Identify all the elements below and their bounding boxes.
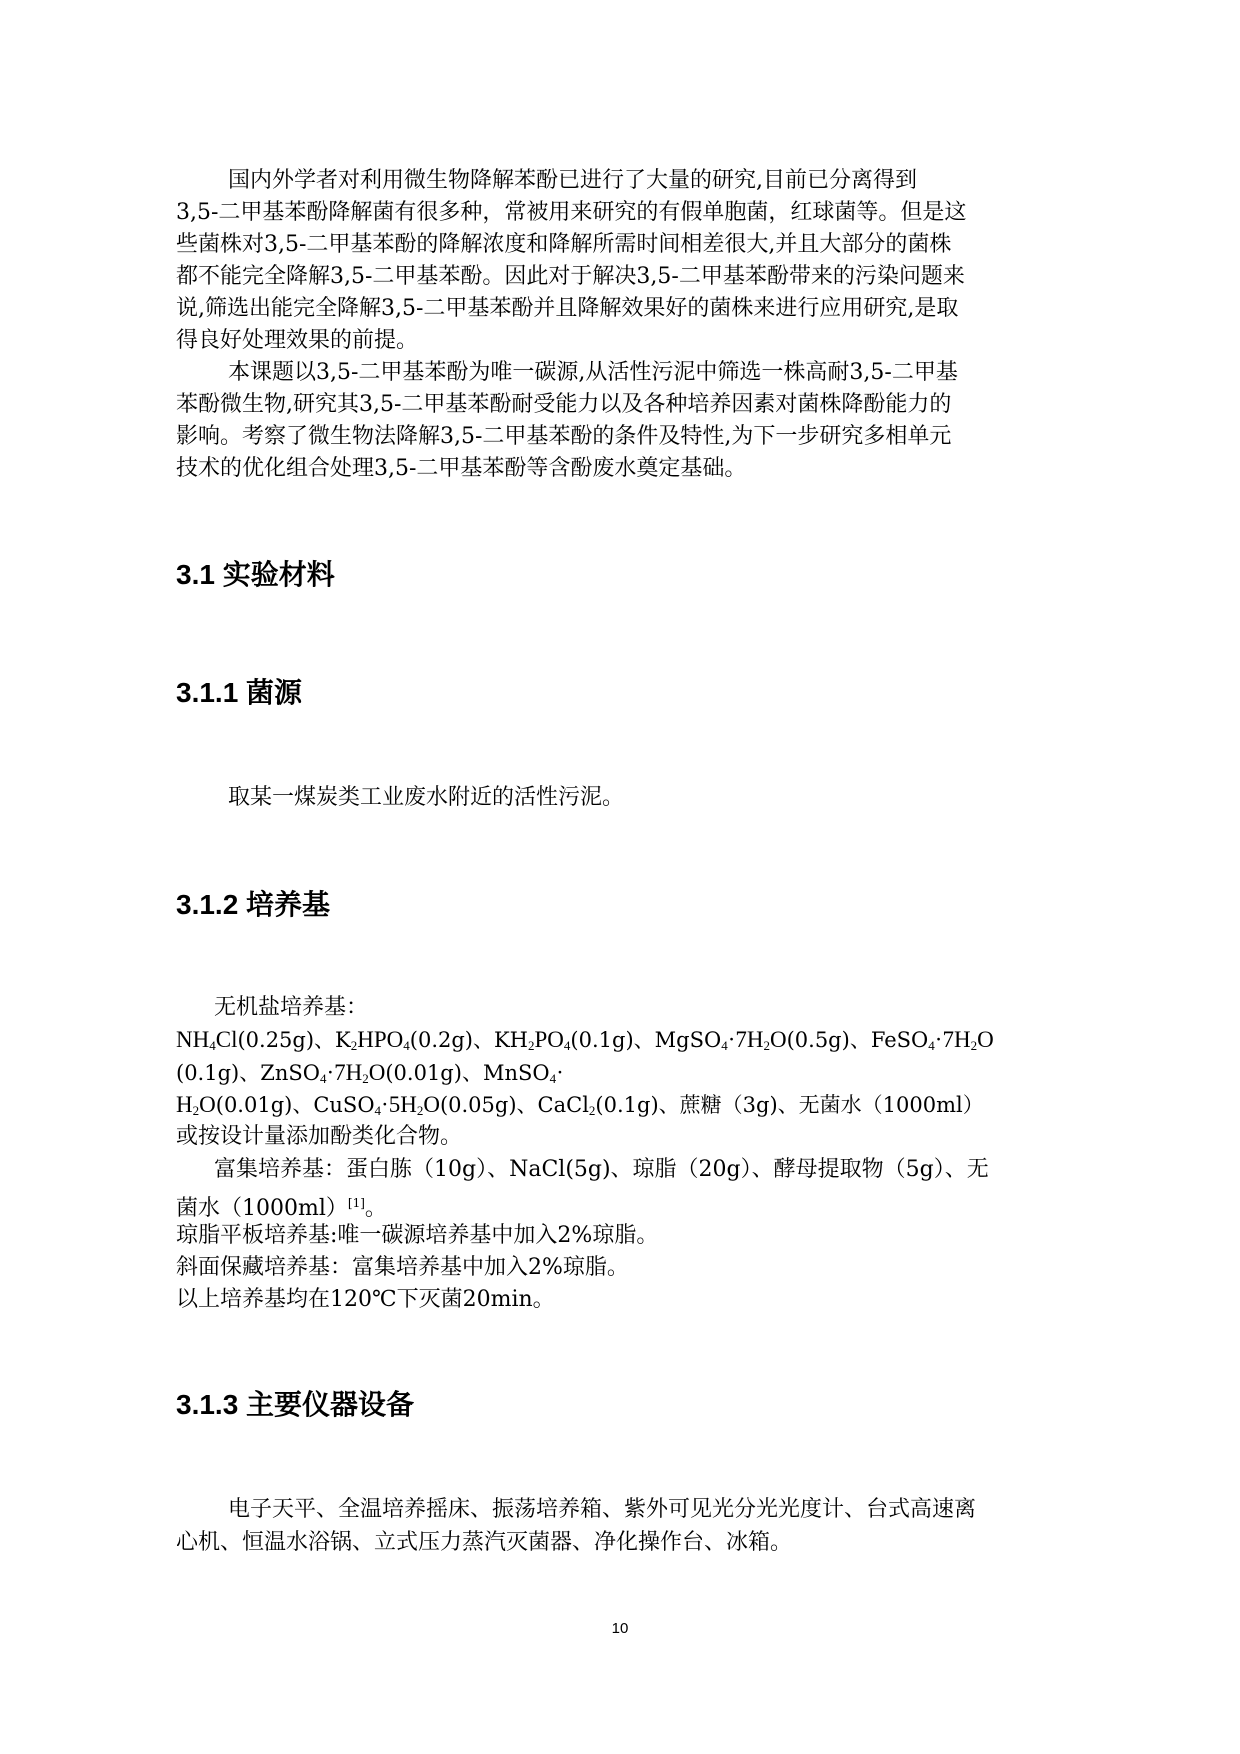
formula-text: (0.01g)、CuSO — [215, 1093, 375, 1117]
subscript: 4 — [928, 1038, 935, 1053]
chem-line — [176, 1027, 994, 1059]
text-line: 国内外学者对利用微生物降解苯酚已进行了大量的研究,目前已分离得到 — [228, 168, 917, 193]
subscript: 2 — [763, 1038, 770, 1053]
formula-text: (0.1g)、ZnSO — [176, 1061, 320, 1085]
text-line: 些菌株对3,5-二甲基苯酚的降解浓度和降解所需时间相差很大,并且大部分的菌株 — [176, 232, 952, 257]
enrich-line-1: 富集培养基：蛋白胨（10g）、NaCl(5g)、琼脂（20g）、酵母提取物（5g）、无 — [214, 1157, 989, 1182]
subscript: 2 — [192, 1103, 200, 1118]
chem-line — [176, 1060, 564, 1092]
formula-text: (0.5g)、FeSO — [786, 1028, 929, 1052]
agar-plate-line: 琼脂平板培养基:唯一碳源培养基中加入2%琼脂。 — [176, 1223, 659, 1248]
citation-ref[interactable]: [1] — [347, 1196, 365, 1210]
heading-3-1-3: 3.1.3 主要仪器设备 — [176, 1389, 415, 1420]
formula-text: O — [423, 1092, 440, 1117]
formula-text: (0.1g)、蔗糖（3g)、无菌水（1000ml） — [595, 1093, 984, 1117]
formula-text: ·7H — [727, 1027, 764, 1052]
formula-text: NH — [176, 1027, 210, 1052]
text-line: 都不能完全降解3,5-二甲基苯酚。因此对于解决3,5-二甲基苯酚带来的污染问题来 — [176, 264, 965, 289]
enrich-line-2 — [176, 1190, 387, 1222]
subscript: 2 — [970, 1038, 978, 1053]
enrich-text: 菌水（1000ml） — [176, 1196, 348, 1221]
source-text: 取某一煤炭类工业废水附近的活性污泥。 — [228, 785, 625, 810]
heading-3-1-2: 3.1.2 培养基 — [176, 889, 331, 920]
formula-text: O — [977, 1027, 994, 1052]
inorganic-label: 无机盐培养基： — [214, 995, 369, 1020]
text-line: 得良好处理效果的前提。 — [176, 328, 419, 353]
formula-text: ·5H — [381, 1092, 417, 1117]
formula-text: · — [556, 1060, 564, 1085]
page-number: 10 — [611, 1620, 629, 1637]
sterilize-line: 以上培养基均在120℃下灭菌20min。 — [176, 1287, 555, 1312]
slant-line: 斜面保藏培养基：富集培养基中加入2%琼脂。 — [176, 1255, 629, 1280]
formula-text: (0.01g)、MnSO — [385, 1061, 550, 1085]
formula-text: (0.25g)、K — [237, 1028, 351, 1052]
formula-text: (0.1g)、MgSO — [570, 1028, 722, 1052]
formula-text: (0.2g)、KH — [409, 1028, 528, 1052]
equipment-line: 心机、恒温水浴锅、立式压力蒸汽灭菌器、净化操作台、冰箱。 — [176, 1530, 793, 1555]
text-line: 说,筛选出能完全降解3,5-二甲基苯酚并且降解效果好的菌株来进行应用研究,是取 — [176, 296, 959, 321]
subscript: 4 — [374, 1103, 382, 1118]
formula-text: Cl — [215, 1027, 238, 1052]
subscript: 4 — [403, 1038, 410, 1053]
formula-text: O — [368, 1060, 386, 1085]
subscript: 4 — [549, 1071, 557, 1086]
subscript: 2 — [416, 1103, 424, 1118]
chem-line — [176, 1092, 984, 1124]
text-line: 3,5-二甲基苯酚降解菌有很多种，常被用来研究的有假单胞菌，红球菌等。但是这 — [176, 200, 967, 225]
subscript: 4 — [209, 1038, 216, 1053]
formula-text: ·7H — [934, 1027, 971, 1052]
formula-text: HPO — [357, 1027, 404, 1052]
heading-3-1: 3.1 实验材料 — [176, 559, 335, 590]
subscript: 2 — [588, 1103, 596, 1118]
text-line: 技术的优化组合处理3,5-二甲基苯酚等含酚废水奠定基础。 — [176, 456, 747, 481]
formula-text: H — [176, 1092, 193, 1117]
formula-text: O — [769, 1027, 787, 1052]
subscript: 2 — [528, 1038, 535, 1053]
text-line: 影响。考察了微生物法降解3,5-二甲基苯酚的条件及特性,为下一步研究多相单元 — [176, 424, 952, 449]
formula-text: O — [199, 1092, 216, 1117]
subscript: 2 — [362, 1071, 369, 1086]
subscript: 4 — [563, 1038, 571, 1053]
equipment-line: 电子天平、全温培养摇床、振荡培养箱、紫外可见光分光光度计、台式高速离 — [228, 1497, 977, 1522]
text-line: 本课题以3,5-二甲基苯酚为唯一碳源,从活性污泥中筛选一株高耐3,5-二甲基 — [228, 360, 958, 385]
text-line: 苯酚微生物,研究其3,5-二甲基苯酚耐受能力以及各种培养因素对菌株降酚能力的 — [176, 392, 952, 417]
heading-3-1-1: 3.1.1 菌源 — [176, 677, 303, 708]
formula-text: (0.05g)、CaCl — [439, 1093, 589, 1117]
phenol-line: 或按设计量添加酚类化合物。 — [176, 1124, 463, 1149]
formula-text: PO — [534, 1027, 564, 1052]
subscript: 2 — [350, 1038, 358, 1053]
formula-text: ·7H — [326, 1060, 363, 1085]
enrich-end: 。 — [364, 1196, 387, 1221]
subscript: 4 — [319, 1071, 327, 1086]
subscript: 4 — [721, 1038, 728, 1053]
